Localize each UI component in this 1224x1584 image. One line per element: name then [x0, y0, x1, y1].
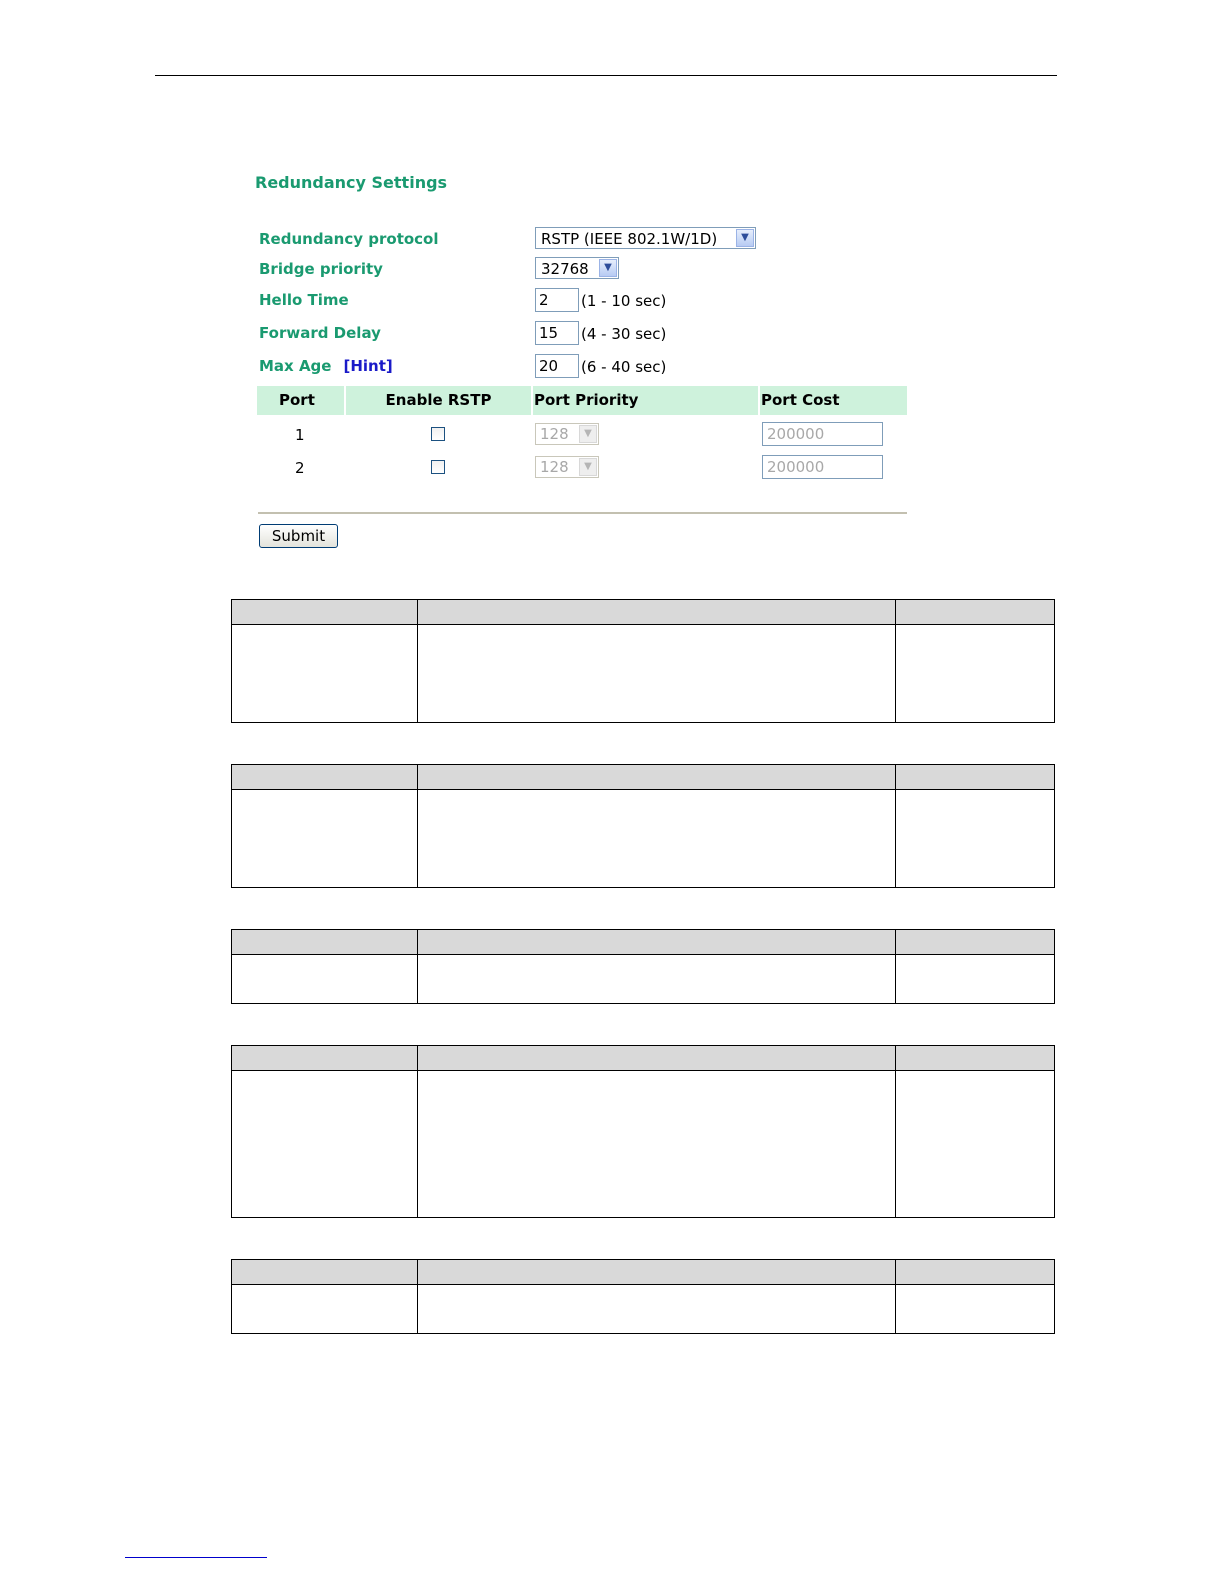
chevron-down-icon: ▼: [579, 425, 597, 443]
port-cost-input[interactable]: 200000: [762, 422, 883, 446]
chevron-down-icon: ▼: [599, 259, 617, 277]
hello-time-row: [259, 288, 919, 314]
setting-table-1: [231, 599, 1055, 723]
forward-delay-range: (4 - 30 sec): [581, 325, 667, 343]
footer-link-underline: [125, 1557, 267, 1558]
table-row: [257, 420, 907, 448]
port-priority-select[interactable]: [535, 423, 599, 445]
setting-table-3: [231, 929, 1055, 1004]
bridge-priority-label: Bridge priority: [259, 260, 383, 278]
setting-table-4: [231, 1045, 1055, 1218]
redundancy-protocol-label: Redundancy protocol: [259, 230, 439, 248]
port-column-header: Port: [257, 386, 344, 415]
redundancy-protocol-select[interactable]: [535, 227, 756, 249]
port-table-header: [257, 386, 907, 415]
port-priority-value: 128: [540, 425, 569, 443]
setting-table-5: [231, 1259, 1055, 1334]
hello-time-input[interactable]: 2: [535, 288, 579, 312]
forward-delay-row: [259, 321, 919, 347]
max-age-label-group: [259, 357, 393, 375]
page-header-rule: [155, 75, 1057, 76]
bridge-priority-value: 32768: [541, 260, 589, 278]
setting-table-2: [231, 764, 1055, 888]
redundancy-protocol-row: [259, 227, 919, 253]
table-row: [257, 453, 907, 481]
port-number: 1: [295, 426, 305, 444]
redundancy-protocol-value: RSTP (IEEE 802.1W/1D): [541, 230, 718, 248]
enable-rstp-column-header: Enable RSTP: [346, 386, 531, 415]
bridge-priority-row: [259, 257, 919, 283]
form-divider: [258, 512, 907, 514]
max-age-range: (6 - 40 sec): [581, 358, 667, 376]
section-title: Redundancy Settings: [255, 173, 448, 192]
hello-time-range: (1 - 10 sec): [581, 292, 667, 310]
chevron-down-icon: ▼: [579, 458, 597, 476]
bridge-priority-select[interactable]: [535, 257, 619, 279]
hello-time-label: Hello Time: [259, 291, 349, 309]
max-age-input[interactable]: 20: [535, 354, 579, 378]
port-priority-select[interactable]: [535, 456, 599, 478]
max-age-label: Max Age: [259, 357, 332, 375]
forward-delay-label: Forward Delay: [259, 324, 381, 342]
submit-button[interactable]: Submit: [259, 524, 338, 548]
chevron-down-icon: ▼: [736, 229, 754, 247]
max-age-row: [259, 354, 919, 380]
port-priority-value: 128: [540, 458, 569, 476]
port-number: 2: [295, 459, 305, 477]
enable-rstp-checkbox[interactable]: [431, 427, 445, 441]
port-priority-column-header: Port Priority: [533, 386, 758, 415]
port-cost-input[interactable]: 200000: [762, 455, 883, 479]
port-cost-column-header: Port Cost: [760, 386, 907, 415]
forward-delay-input[interactable]: 15: [535, 321, 579, 345]
hint-link[interactable]: [Hint]: [343, 357, 393, 375]
enable-rstp-checkbox[interactable]: [431, 460, 445, 474]
